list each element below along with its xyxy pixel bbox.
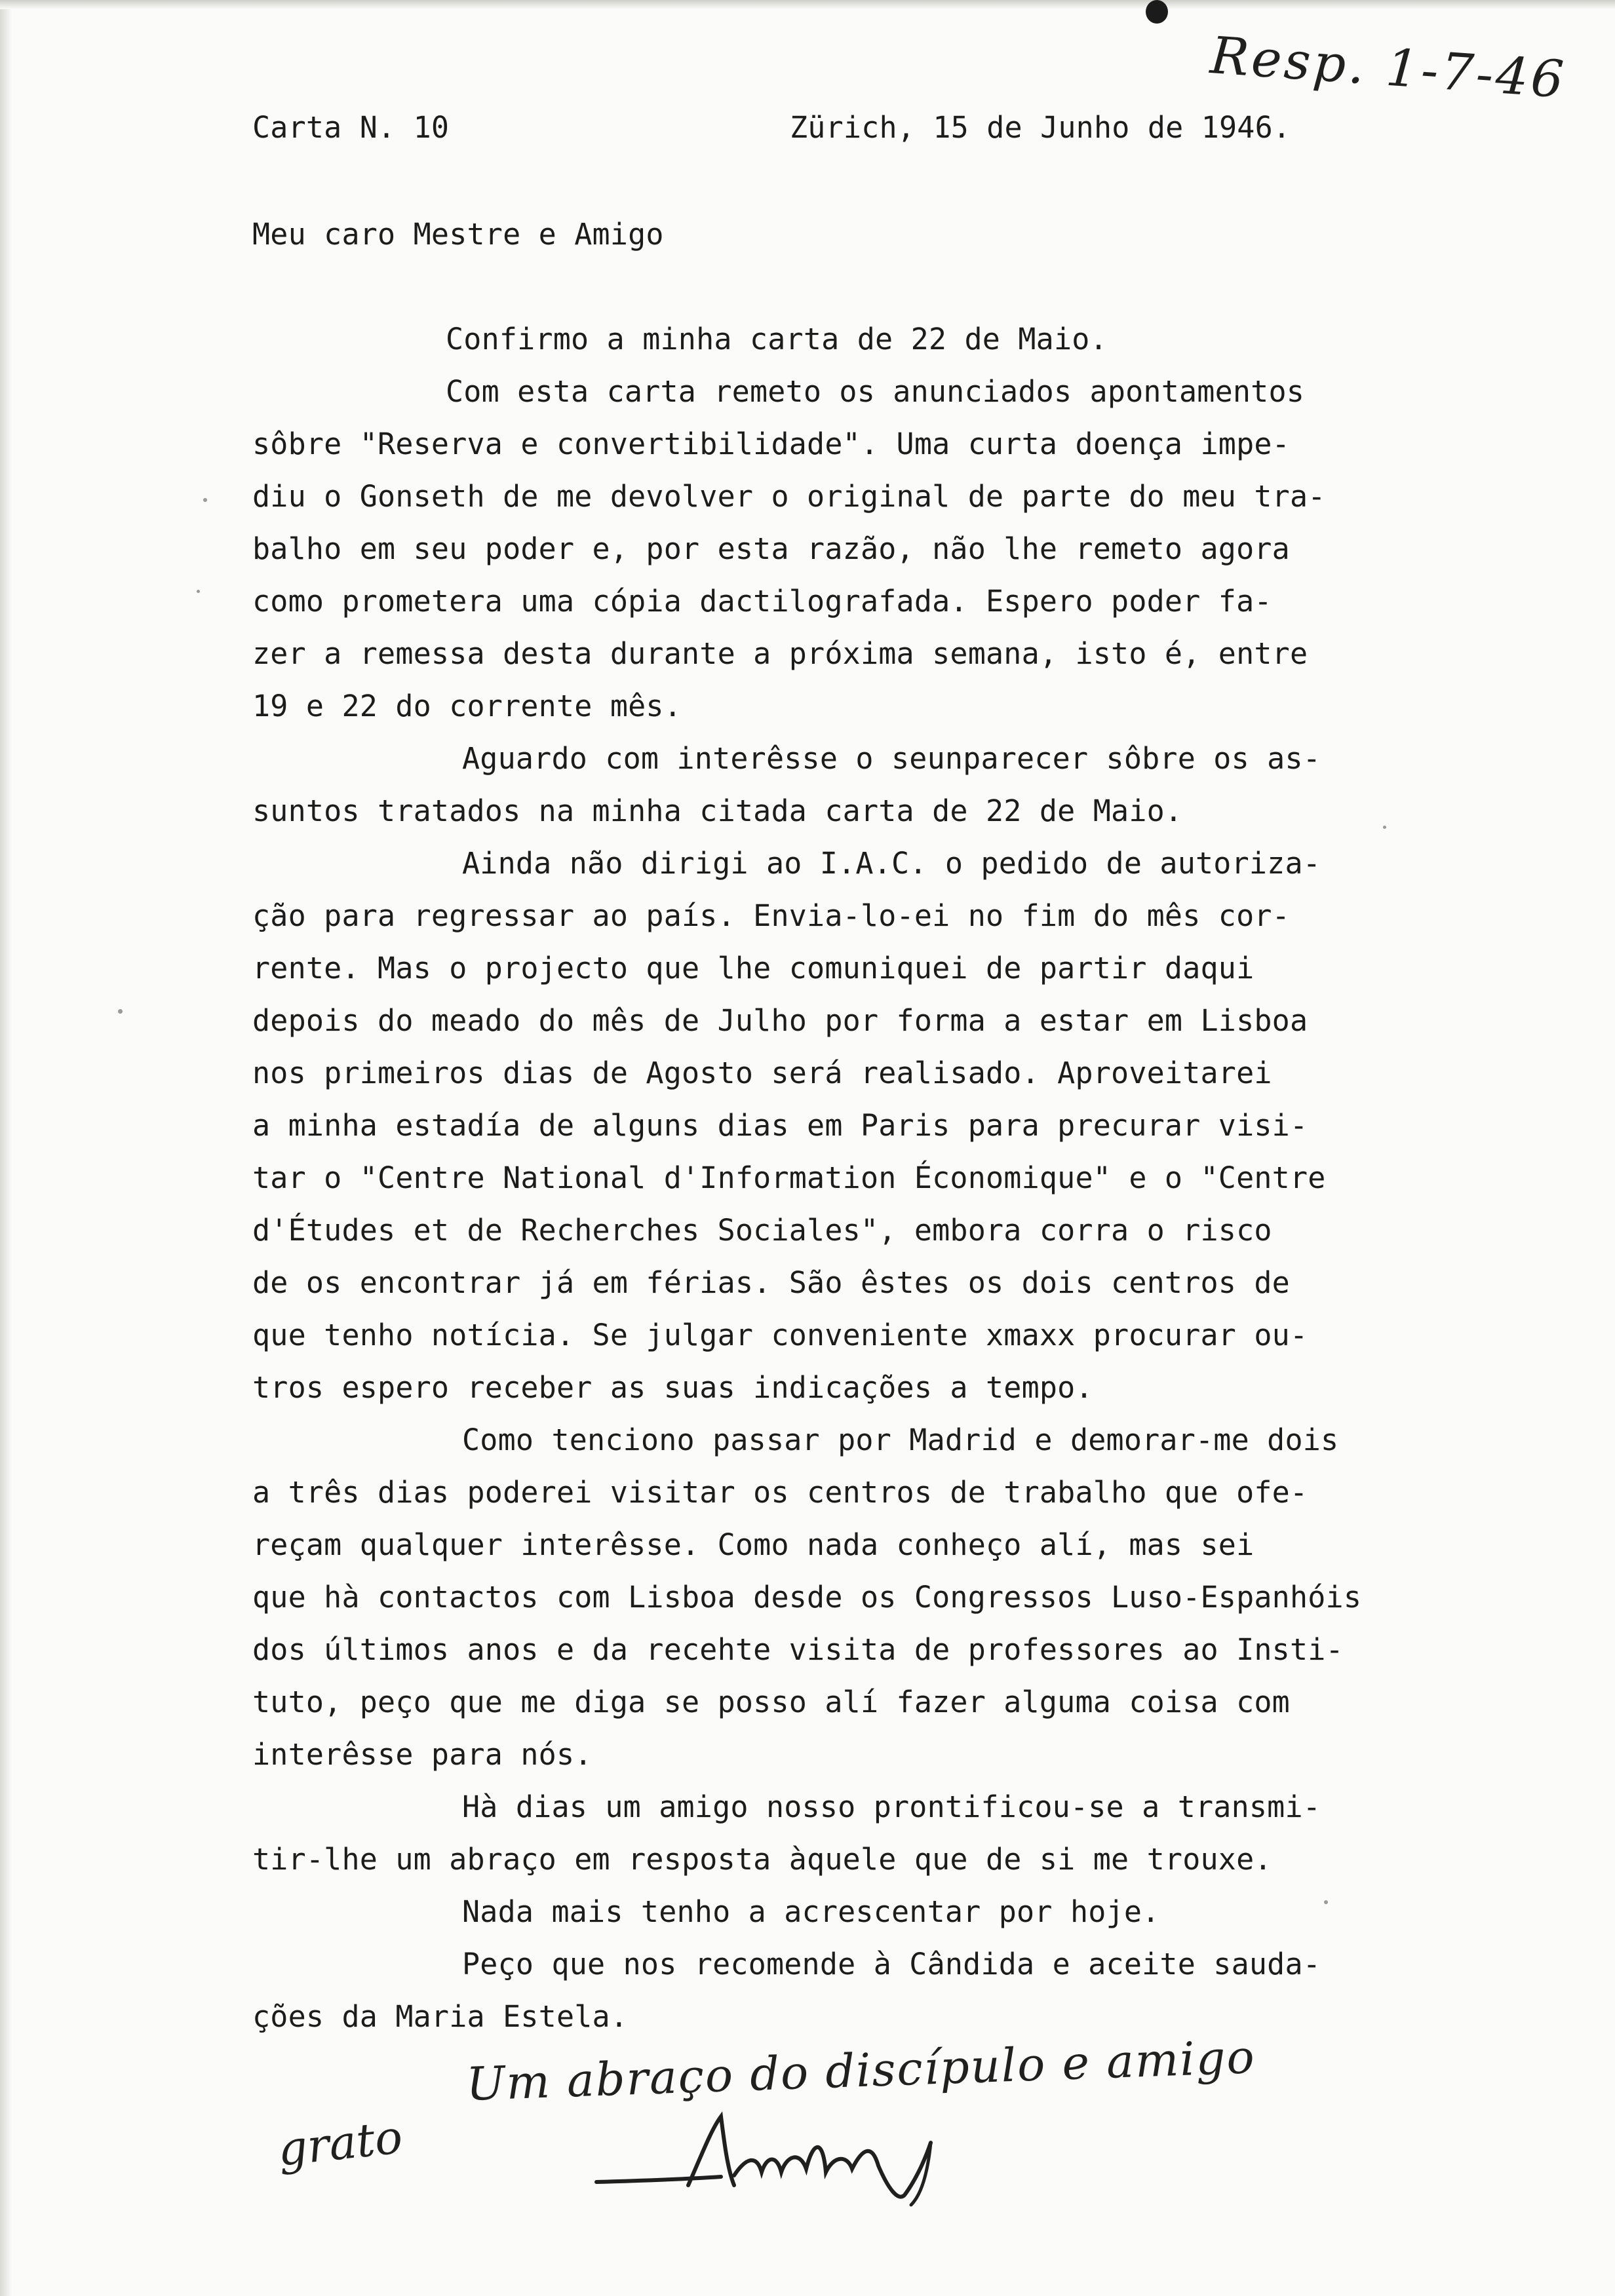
reply-annotation: Resp. 1-7-46	[1208, 26, 1568, 110]
paragraph-4-line: Ainda não dirigi ao I.A.C. o pedido de autoriza-	[462, 846, 1321, 881]
paragraph-5-line: Como tenciono passar por Madrid e demorar-me dois	[462, 1423, 1339, 1457]
paper-edge-top	[0, 0, 1615, 9]
paragraph-2-line: sôbre "Reserva e convertibilidade". Uma curta doença impe-	[252, 427, 1290, 461]
signature	[590, 2103, 957, 2208]
scan-speck	[1383, 826, 1386, 829]
paragraph-4-line: tar o "Centre National d'Information Économique" e o "Centre	[252, 1160, 1326, 1195]
paragraph-8-line: Peço que nos recomende à Cândida e aceite sauda-	[462, 1947, 1321, 1981]
scan-speck	[197, 590, 200, 593]
paragraph-4-line: que tenho notícia. Se julgar conveniente xmaxx procurar ou-	[252, 1318, 1308, 1352]
handwritten-grato: grato	[275, 2110, 405, 2177]
paragraph-4-line: ção para regressar ao país. Envia-lo-ei no fim do mês cor-	[252, 898, 1290, 933]
paragraph-5-line: interêsse para nós.	[252, 1737, 593, 1772]
paragraph-4-line: tros espero receber as suas indicações a tempo.	[252, 1370, 1093, 1405]
paragraph-2-line: 19 e 22 do corrente mês.	[252, 689, 682, 723]
ink-blot	[1146, 0, 1168, 24]
handwritten-closing: Um abraço do discípulo e amigo	[465, 2029, 1256, 2111]
paragraph-8-line: ções da Maria Estela.	[252, 1999, 629, 2034]
salutation: Meu caro Mestre e Amigo	[252, 217, 664, 252]
paragraph-5-line: a três dias poderei visitar os centros de trabalho que ofe-	[252, 1475, 1308, 1510]
paragraph-5-line: que hà contactos com Lisboa desde os Congressos Luso-Espanhóis	[252, 1580, 1362, 1615]
place-date: Zürich, 15 de Junho de 1946.	[790, 110, 1291, 145]
paragraph-5-line: reçam qualquer interêsse. Como nada conheço alí, mas sei	[252, 1527, 1255, 1562]
paragraph-4-line: rente. Mas o projecto que lhe comuniquei de partir daqui	[252, 951, 1255, 985]
paragraph-2-line: balho em seu poder e, por esta razão, não lhe remeto agora	[252, 531, 1290, 566]
scan-speck	[118, 1009, 123, 1014]
paragraph-3-line: suntos tratados na minha citada carta de 22 de Maio.	[252, 794, 1183, 828]
paragraph-2-line: Com esta carta remeto os anunciados apontamentos	[446, 374, 1305, 409]
paragraph-2-line: como prometera uma cópia dactilografada. Espero poder fa-	[252, 584, 1272, 619]
paragraph-5-line: tuto, peço que me diga se posso alí fazer alguma coisa com	[252, 1685, 1290, 1719]
paragraph-6-line: Hà dias um amigo nosso prontificou-se a transmi-	[462, 1789, 1321, 1824]
paragraph-4-line: nos primeiros dias de Agosto será realisado. Aproveitarei	[252, 1056, 1272, 1090]
scan-speck	[203, 498, 207, 502]
paragraph-4-line: a minha estadía de alguns dias em Paris para precurar visi-	[252, 1108, 1308, 1143]
paragraph-5-line: dos últimos anos e da recehte visita de professores ao Insti-	[252, 1632, 1344, 1667]
paragraph-3-line: Aguardo com interêsse o seunparecer sôbre os as-	[462, 741, 1321, 776]
paragraph-4-line: d'Études et de Recherches Sociales", embora corra o risco	[252, 1213, 1272, 1248]
paragraph-4-line: de os encontrar já em férias. São êstes os dois centros de	[252, 1265, 1290, 1300]
paragraph-4-line: depois do meado do mês de Julho por forma a estar em Lisboa	[252, 1003, 1308, 1038]
letter-number: Carta N. 10	[252, 110, 450, 145]
paragraph-2-line: zer a remessa desta durante a próxima semana, isto é, entre	[252, 636, 1308, 671]
paragraph-2-line: diu o Gonseth de me devolver o original de parte do meu tra-	[252, 479, 1326, 514]
paragraph-1: Confirmo a minha carta de 22 de Maio.	[446, 322, 1108, 356]
paper-edge-left	[0, 0, 12, 2296]
scan-speck	[1324, 1900, 1328, 1904]
paragraph-6-line: tir-lhe um abraço em resposta àquele que de si me trouxe.	[252, 1842, 1272, 1877]
paragraph-7: Nada mais tenho a acrescentar por hoje.	[462, 1894, 1160, 1929]
